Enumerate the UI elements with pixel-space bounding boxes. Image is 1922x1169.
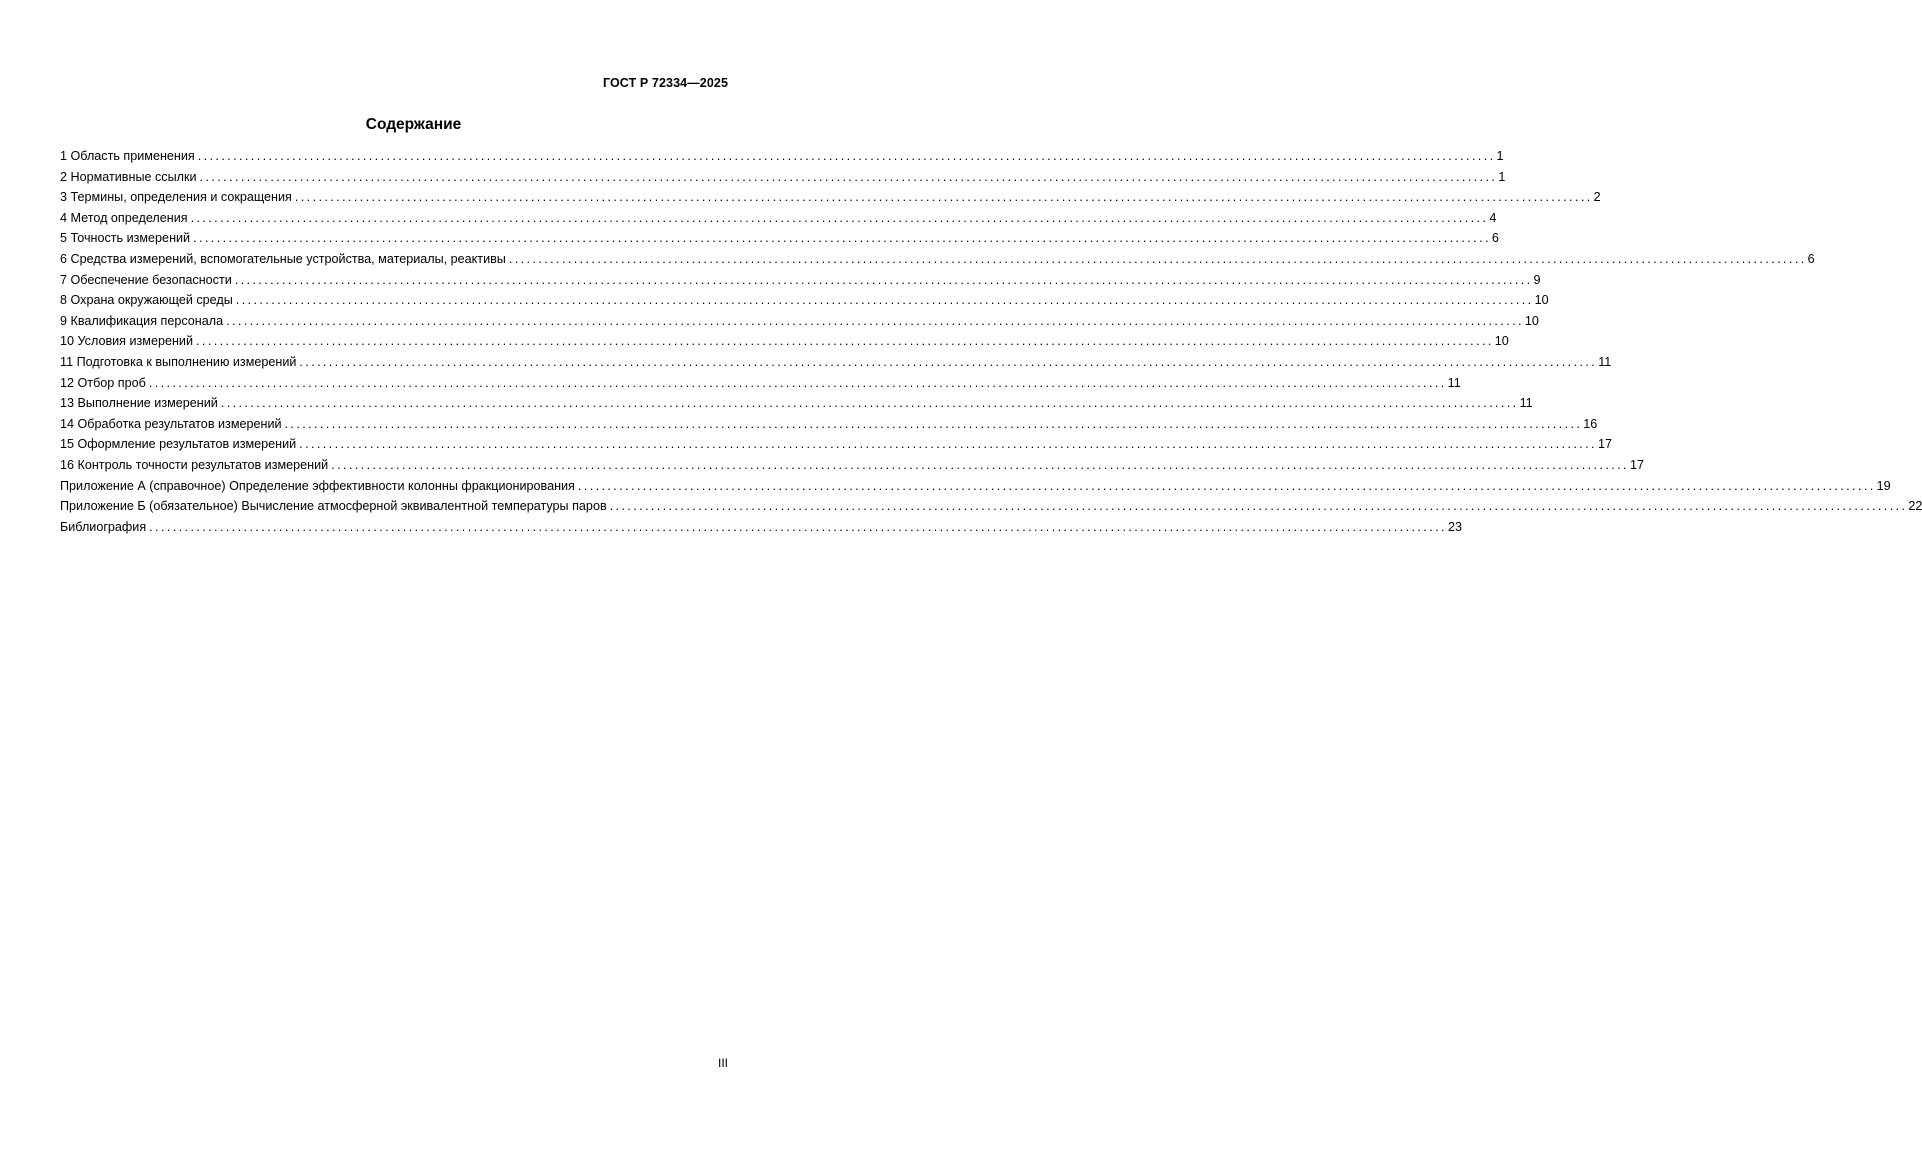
toc-entry-label: 15 Оформление результатов измерений [60,437,297,452]
document-code: ГОСТ Р 72334—2025 [602,76,728,90]
toc-entry[interactable] [60,290,1549,311]
toc-entry[interactable] [60,414,1598,435]
dot-leader: ............................................................................................................................................................................................................................ [577,478,1876,493]
toc-entry[interactable] [60,373,1461,394]
toc-entry-label: 11 Подготовка к выполнению измерений [60,354,297,369]
dot-leader: ............................................................................................................................................................................................................................ [197,149,1496,163]
toc-entry-page: 17 [1597,437,1612,452]
dot-leader: ............................................................................................................................................................................................................................ [199,169,1498,184]
toc-entry-label: 1 Область применения [60,149,195,163]
toc-entry-page: 11 [1519,396,1533,411]
dot-leader: ............................................................................................................................................................................................................................ [299,354,1598,369]
toc-entry[interactable] [60,434,1612,455]
toc-entry[interactable] [60,167,1506,188]
dot-leader: ............................................................................................................................................................................................................................ [235,293,1534,308]
dot-leader: ............................................................................................................................................................................................................................ [609,499,1908,514]
toc-entry[interactable] [60,455,1644,476]
toc-entry-label: Приложение Б (обязательное) Вычисление атмосферной эквивалентной температуры паров [60,499,607,514]
dot-leader: ............................................................................................................................................................................................................................ [508,251,1807,266]
toc-entry-label: Библиография [60,519,147,534]
toc-entry-label: 8 Охрана окружающей среды [60,293,233,308]
toc-entry[interactable] [60,187,1601,208]
toc-entry-label: Приложение А (справочное) Определение эффективности колонны фракционирования [60,478,575,493]
dot-leader: ............................................................................................................................................................................................................................ [193,231,1491,246]
toc-entry-page: 23 [1447,519,1462,534]
toc-entry[interactable] [60,517,1462,538]
toc-entry[interactable] [60,311,1539,332]
toc-entry[interactable] [60,270,1541,291]
toc-entry[interactable] [60,496,1922,517]
dot-leader: ............................................................................................................................................................................................................................ [294,190,1593,205]
toc-entry-page: 22 [1908,499,1922,514]
toc-entry-label: 10 Условия измерений [60,334,194,349]
toc-entry[interactable] [60,249,1815,270]
toc-entry-label: 9 Квалификация персонала [60,313,224,328]
toc-entry-page: 11 [1447,375,1461,390]
toc-entry-page: 1 [1496,149,1504,163]
toc-entry-page: 16 [1583,416,1598,431]
toc-entry-label: 3 Термины, определения и сокращения [60,190,292,205]
toc-entry-page: 6 [1491,231,1499,246]
toc-entry-label: 5 Точность измерений [60,231,191,246]
toc-entry-page: 17 [1629,457,1644,472]
toc-entry-label: 4 Метод определения [60,210,188,225]
dot-leader: ............................................................................................................................................................................................................................ [196,334,1494,349]
dot-leader: ............................................................................................................................................................................................................................ [190,210,1489,225]
toc-entry-page: 10 [1524,313,1539,328]
dot-leader: ............................................................................................................................................................................................................................ [148,375,1447,390]
toc-entry-label: 14 Обработка результатов измерений [60,416,282,431]
toc-entry-label: 6 Средства измерений, вспомогательные устройства, материалы, реактивы [60,251,506,266]
toc-entry[interactable] [60,476,1891,497]
toc-entry-page: 10 [1494,334,1509,349]
toc-entry-page: 1 [1498,169,1506,184]
toc-entry-label: 12 Отбор проб [60,375,146,390]
dot-leader: ............................................................................................................................................................................................................................ [299,437,1597,452]
toc-entry-label: 13 Выполнение измерений [60,396,218,411]
toc-entry[interactable] [60,393,1533,414]
toc-entry-page: 2 [1593,190,1601,205]
toc-entry[interactable] [60,228,1499,249]
table-of-contents [60,146,1922,537]
toc-entry-label: 7 Обеспечение безопасности [60,272,232,287]
dot-leader: ............................................................................................................................................................................................................................ [284,416,1583,431]
toc-entry-page: 11 [1598,354,1612,369]
toc-entry-page: 9 [1533,272,1541,287]
dot-leader: ............................................................................................................................................................................................................................ [220,396,1519,411]
toc-title: Содержание [365,116,462,133]
dot-leader: ............................................................................................................................................................................................................................ [331,457,1629,472]
dot-leader: ............................................................................................................................................................................................................................ [226,313,1524,328]
toc-entry-page: 10 [1534,293,1549,308]
toc-entry[interactable] [60,208,1497,229]
toc-entry[interactable] [60,352,1612,373]
toc-entry-page: 6 [1807,251,1815,266]
toc-entry-label: 16 Контроль точности результатов измерений [60,457,329,472]
toc-entry-label: 2 Нормативные ссылки [60,169,197,184]
page-number: III [717,1056,728,1070]
toc-entry-page: 4 [1489,210,1497,225]
toc-entry[interactable] [60,146,1504,167]
dot-leader: ............................................................................................................................................................................................................................ [149,519,1447,534]
toc-entry[interactable] [60,331,1509,352]
toc-entry-page: 19 [1876,478,1891,493]
dot-leader: ............................................................................................................................................................................................................................ [234,272,1533,287]
